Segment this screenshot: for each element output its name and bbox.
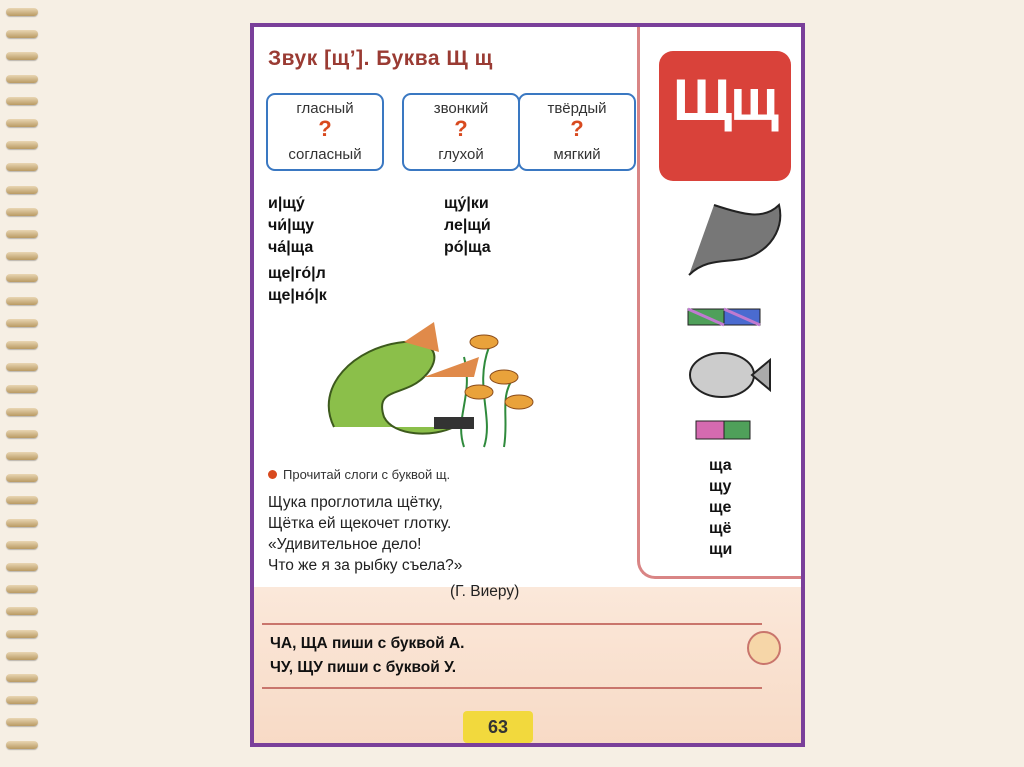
side-syllable: ще: [709, 499, 732, 516]
textbook-page: [250, 23, 805, 747]
spiral-ring: [6, 430, 38, 438]
syllable-word: ще|но́|к: [268, 287, 327, 304]
brush: [434, 417, 474, 429]
bream-icon: [682, 345, 772, 405]
spiral-ring: [6, 319, 38, 327]
pill-bottom-label: глухой: [438, 146, 484, 163]
question-mark: ?: [318, 116, 332, 141]
syllables-left-2: [268, 263, 327, 307]
spiral-ring: [6, 141, 38, 149]
spiral-ring: [6, 30, 38, 38]
spiral-ring: [6, 385, 38, 393]
spiral-ring: [6, 341, 38, 349]
side-syllable: ща: [709, 457, 732, 474]
spiral-ring: [6, 97, 38, 105]
page-number: 63: [463, 711, 533, 743]
rule-divider: [262, 623, 762, 625]
pill-top-label: твёрдый: [547, 100, 607, 117]
sound-scheme-2: [694, 417, 754, 447]
spiral-ring: [6, 674, 38, 682]
syllable-word: и|щу́: [268, 195, 305, 212]
pike-small-icon: [684, 195, 794, 285]
spiral-ring: [6, 563, 38, 571]
spiral-ring: [6, 274, 38, 282]
spiral-ring: [6, 607, 38, 615]
spiral-ring: [6, 408, 38, 416]
side-syllable: щё: [709, 520, 732, 537]
pill-top-label: звонкий: [433, 100, 489, 117]
spiral-ring: [6, 297, 38, 305]
rule-divider: [262, 687, 762, 689]
instruction-label: Прочитай слоги с буквой щ.: [283, 467, 451, 482]
spiral-ring: [6, 452, 38, 460]
poem-line: Щука проглотила щётку,: [268, 494, 443, 511]
pill-bottom-label: согласный: [288, 146, 362, 163]
syllable-word: ще|го́|л: [268, 265, 326, 282]
spiral-ring: [6, 474, 38, 482]
syllables-left: [268, 193, 314, 259]
side-syllable: щу: [709, 478, 732, 495]
spiral-ring: [6, 163, 38, 171]
syllable-word: ро́|ща: [444, 239, 491, 256]
pill-vowel-consonant: [266, 93, 384, 171]
spiral-ring: [6, 630, 38, 638]
sound-scheme-1: [686, 299, 764, 329]
side-syllables: [709, 455, 732, 560]
spelling-rule: [262, 623, 786, 695]
spiral-ring: [6, 652, 38, 660]
syllable-word: щу́|ки: [444, 195, 489, 212]
spiral-ring: [6, 741, 38, 749]
syllable-word: ле|щи́: [444, 217, 491, 234]
spiral-ring: [6, 696, 38, 704]
syllable-word: ча́|ща: [268, 239, 314, 256]
instruction-text: [268, 467, 450, 482]
pill-voiced-voiceless: [402, 93, 520, 171]
spiral-ring: [6, 52, 38, 60]
pill-top-label: гласный: [296, 100, 354, 117]
poem-line: Что же я за рыбку съела?»: [268, 557, 463, 574]
spiral-ring: [6, 718, 38, 726]
badge-letter: Щщ: [672, 68, 778, 133]
syllable-word: чи́|щу: [268, 217, 314, 234]
rule-line-1: ЧА, ЩА пиши с буквой А.: [270, 635, 465, 652]
owl-icon: [747, 631, 781, 665]
spiral-ring: [6, 208, 38, 216]
spiral-ring: [6, 541, 38, 549]
syllables-right: [444, 193, 491, 259]
spiral-ring: [6, 75, 38, 83]
side-syllable: щи: [709, 541, 733, 558]
poem-line: Щётка ей щекочет глотку.: [268, 515, 452, 532]
letter-badge: [659, 51, 791, 181]
spiral-ring: [6, 585, 38, 593]
pill-hard-soft: [518, 93, 636, 171]
spiral-ring: [6, 496, 38, 504]
pill-bottom-label: мягкий: [553, 146, 601, 163]
rule-line-2: ЧУ, ЩУ пиши с буквой У.: [270, 659, 457, 676]
spiral-ring: [6, 519, 38, 527]
spiral-ring: [6, 186, 38, 194]
spiral-ring: [6, 363, 38, 371]
spiral-ring: [6, 252, 38, 260]
pike-illustration: [314, 317, 544, 457]
spiral-ring: [6, 230, 38, 238]
spiral-ring: [6, 119, 38, 127]
spiral-binding: [0, 0, 44, 767]
poem-author: (Г. Виеру): [450, 583, 520, 600]
poem-line: «Удивительное дело!: [268, 536, 422, 553]
question-mark: ?: [570, 116, 584, 141]
question-mark: ?: [454, 116, 468, 141]
bullet-icon: [268, 470, 277, 479]
poem: [268, 492, 462, 576]
page-title: Звук [щ’]. Буква Щ щ: [268, 47, 493, 70]
spiral-ring: [6, 8, 38, 16]
